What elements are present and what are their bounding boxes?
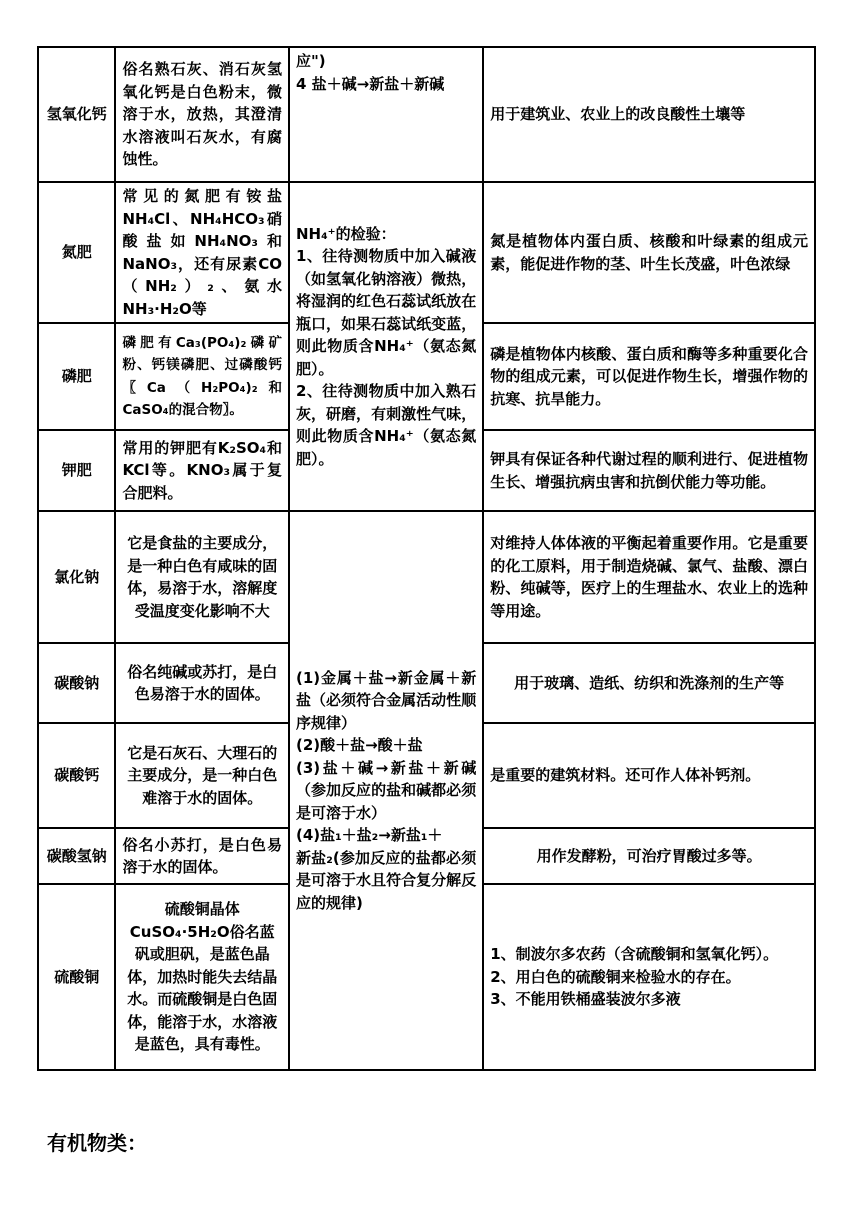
substance-name: 碳酸钙: [38, 723, 115, 828]
substance-use: 是重要的建筑材料。还可作人体补钙剂。: [483, 723, 815, 828]
substance-use: 用作发酵粉，可治疗胃酸过多等。: [483, 828, 815, 884]
substance-description: 常见的氮肥有铵盐NH₄Cl、NH₄HCO₃硝酸盐如NH₄NO₃和NaNO₃，还有尿素CO（NH₂）₂、氨水NH₃·H₂O等: [115, 182, 289, 323]
substance-name: 氯化钠: [38, 511, 115, 643]
substance-name: 碳酸钠: [38, 643, 115, 723]
table-row: [38, 47, 815, 182]
substance-name: 氮肥: [38, 182, 115, 323]
substance-use: 1、制波尔多农药（含硫酸铜和氢氧化钙）。 2、用白色的硫酸铜来检验水的存在。 3、不能用铁桶盛装波尔多液: [483, 884, 815, 1070]
substance-name: 钾肥: [38, 430, 115, 511]
substance-use: 钾具有保证各种代谢过程的顺利进行、促进植物生长、增强抗病虫害和抗倒伏能力等功能。: [483, 430, 815, 511]
substance-description: 硫酸铜晶体CuSO₄·5H₂O俗名蓝矾或胆矾，是蓝色晶体，加热时能失去结晶水。而硫酸铜是白色固体，能溶于水，水溶液是蓝色，具有毒性。: [115, 884, 289, 1070]
substance-description: 磷肥有Ca₃(PO₄)₂磷矿粉、钙镁磷肥、过磷酸钙〖Ca（H₂PO₄)₂和CaSO₄的混合物〗。: [115, 323, 289, 430]
substance-description: 俗名纯碱或苏打，是白色易溶于水的固体。: [115, 643, 289, 723]
substance-description: 它是石灰石、大理石的主要成分，是一种白色难溶于水的固体。: [115, 723, 289, 828]
substance-use: 对维持人体体液的平衡起着重要作用。它是重要的化工原料，用于制造烧碱、氯气、盐酸、漂白粉、纯碱等，医疗上的生理盐水、农业上的选种等用途。: [483, 511, 815, 643]
reaction-text: NH₄⁺的检验： 1、往待测物质中加入碱液（如氢氧化钠溶液）微热，将湿润的红色石蕊试纸放在瓶口，如果石蕊试纸变蓝，则此物质含NH₄⁺（氨态氮肥）。 2、往待测物质中加入熟石灰，研磨，有刺激性气味，则此物质含NH₄⁺（氨态氮肥）。: [289, 182, 483, 511]
substance-use: 氮是植物体内蛋白质、核酸和叶绿素的组成元素，能促进作物的茎、叶生长茂盛，叶色浓绿: [483, 182, 815, 323]
substance-use: 用于建筑业、农业上的改良酸性土壤等: [483, 47, 815, 182]
table-row: [38, 182, 815, 323]
substance-use: 磷是植物体内核酸、蛋白质和酶等多种重要化合物的组成元素，可以促进作物生长，增强作物的抗寒、抗旱能力。: [483, 323, 815, 430]
substance-description: 俗名小苏打，是白色易溶于水的固体。: [115, 828, 289, 884]
substance-description: 它是食盐的主要成分，是一种白色有咸味的固体，易溶于水，溶解度受温度变化影响不大: [115, 511, 289, 643]
substance-name: 硫酸铜: [38, 884, 115, 1070]
substance-description: 常用的钾肥有K₂SO₄和KCl等。KNO₃属于复合肥料。: [115, 430, 289, 511]
section-heading: 有机物类：: [47, 1131, 147, 1155]
substance-name: 碳酸氢钠: [38, 828, 115, 884]
chemistry-table: [37, 46, 816, 1071]
substance-name: 磷肥: [38, 323, 115, 430]
reaction-text: 应") 4 盐＋碱→新盐＋新碱: [289, 47, 483, 182]
substance-use: 用于玻璃、造纸、纺织和洗涤剂的生产等: [483, 643, 815, 723]
table-row: [38, 511, 815, 643]
substance-name: 氢氧化钙: [38, 47, 115, 182]
substance-description: 俗名熟石灰、消石灰氢氧化钙是白色粉末，微溶于水，放热，其澄清水溶液叫石灰水，有腐蚀性。: [115, 47, 289, 182]
reaction-text: (1)金属＋盐→新金属＋新盐（必须符合金属活动性顺序规律） (2)酸＋盐→酸＋盐 (3)盐＋碱→新盐＋新碱（参加反应的盐和碱都必须是可溶于水） (4)盐₁＋盐₂→新盐₁＋ 新盐₂(参加反应的盐都必须是可溶于水且符合复分解反应的规律): [289, 511, 483, 1070]
